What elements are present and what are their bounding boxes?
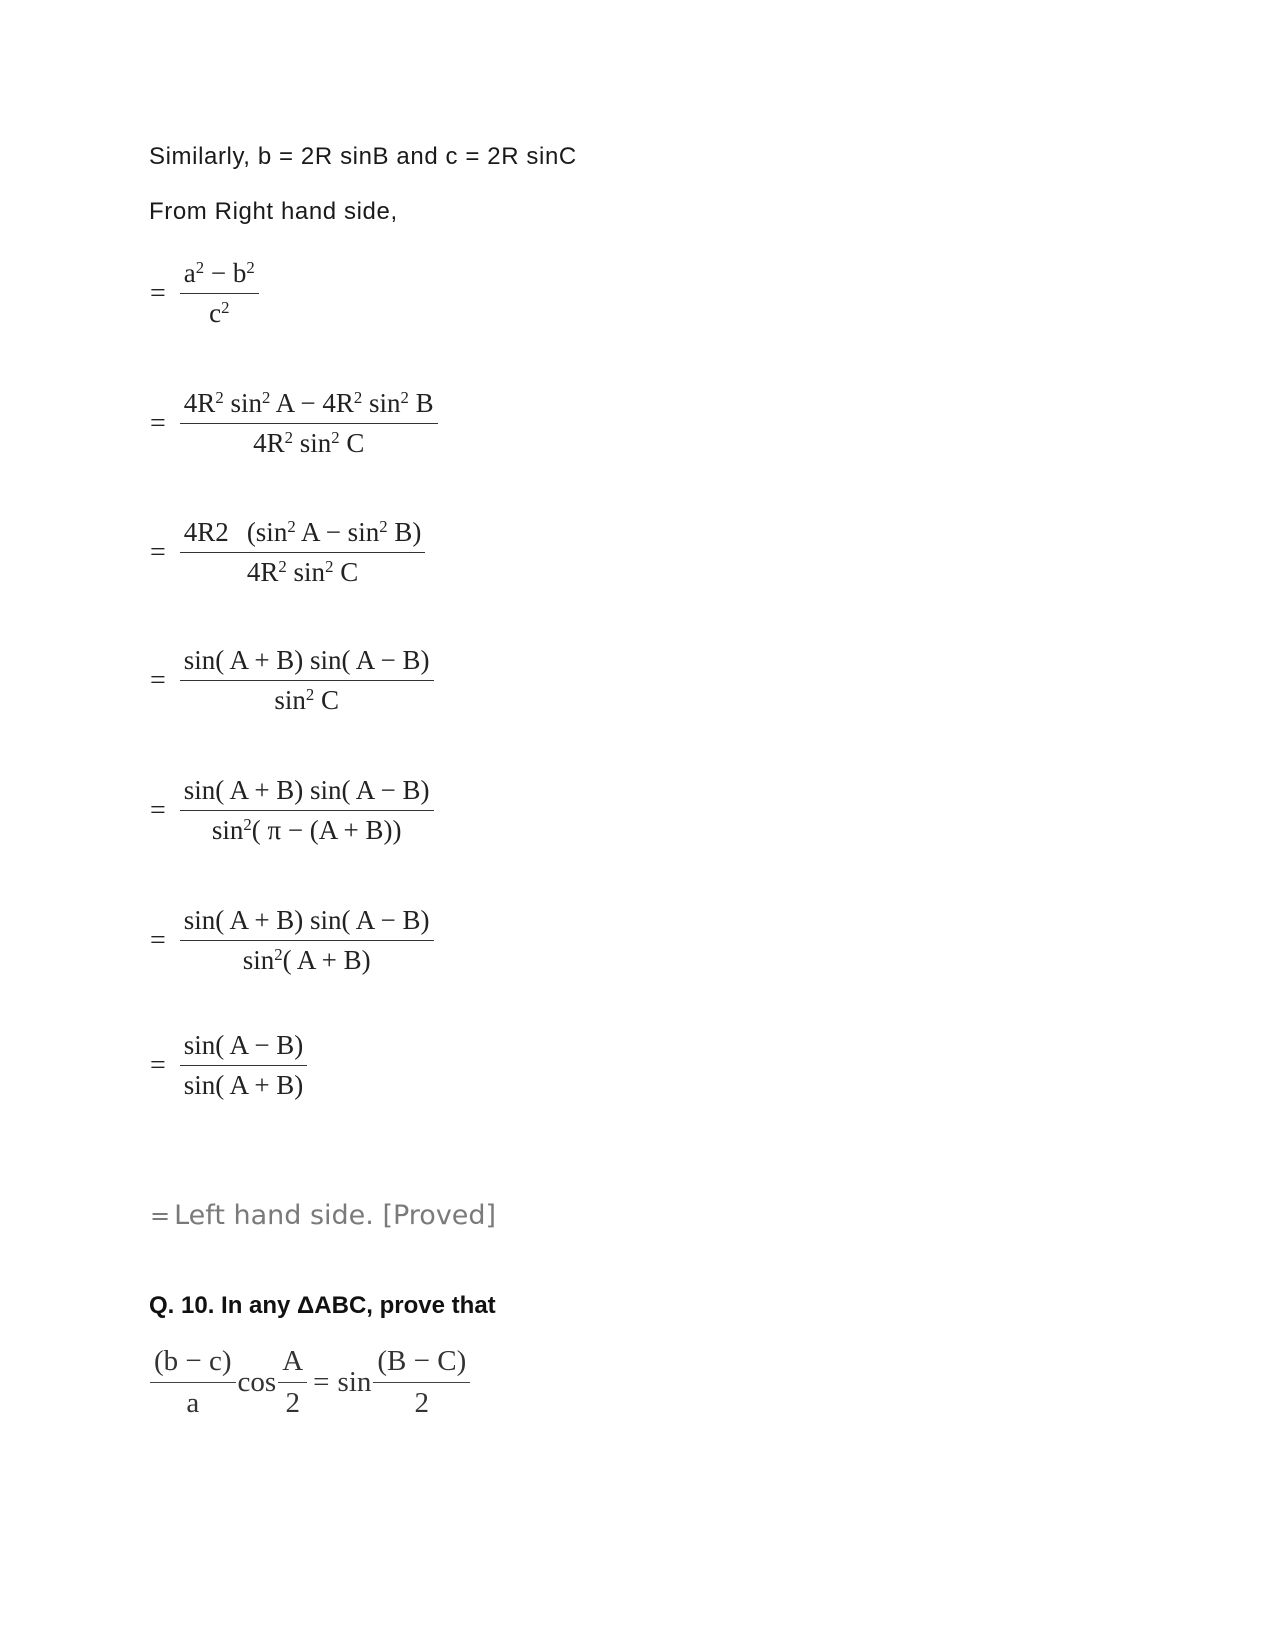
denominator: $\sin^2$( π − (A + B)) bbox=[211, 814, 402, 846]
fraction bbox=[150, 1345, 236, 1421]
denominator: $\sin^2$( A + B) bbox=[242, 944, 371, 976]
numerator: A bbox=[278, 1345, 307, 1383]
equals-sign: = bbox=[150, 536, 166, 568]
question-equation bbox=[150, 1345, 470, 1421]
equals-sign: = bbox=[313, 1366, 330, 1399]
numerator: sin( A + B) sin( A − B) bbox=[180, 905, 434, 941]
fraction bbox=[180, 258, 259, 329]
cos-function: cos bbox=[237, 1366, 277, 1399]
numerator: sin( A + B) sin( A − B) bbox=[180, 775, 434, 811]
denominator: sin( A + B) bbox=[183, 1070, 304, 1101]
numerator: $4R^2$ $\sin^2 A - 4R^2$ $\sin^2 B$ bbox=[180, 388, 438, 424]
fraction bbox=[180, 905, 434, 976]
fraction bbox=[180, 775, 434, 846]
numerator: sin( A + B) sin( A − B) bbox=[180, 645, 434, 681]
equals-sign: = bbox=[150, 664, 166, 696]
equals-sign: = bbox=[150, 794, 166, 826]
step-4-equation bbox=[150, 645, 434, 716]
numerator: (B − C) bbox=[373, 1345, 470, 1383]
intro-line-similarly: Similarly, b = 2R sinB and c = 2R sinC bbox=[149, 143, 577, 170]
numerator: 4R2 ($\sin^2$ $A - \sin^2 B$) bbox=[180, 517, 426, 553]
denominator: 2 bbox=[414, 1387, 430, 1420]
fraction bbox=[180, 1030, 308, 1101]
step-2-equation bbox=[150, 388, 438, 459]
step-5-equation bbox=[150, 775, 434, 846]
step-1-equation bbox=[150, 258, 259, 329]
denominator: 2 bbox=[285, 1387, 300, 1420]
equals-sign: = bbox=[150, 1049, 166, 1081]
denominator: $\sin^2 C$ bbox=[274, 684, 339, 716]
conclusion-text: Left hand side. [Proved] bbox=[174, 1200, 497, 1231]
proof-conclusion bbox=[150, 1200, 496, 1231]
step-7-equation bbox=[150, 1030, 307, 1101]
sin-function: sin bbox=[337, 1366, 372, 1399]
numerator: $a^2 - b^2$ bbox=[180, 258, 259, 294]
fraction bbox=[373, 1345, 470, 1421]
question-heading: Q. 10. In any ΔABC, prove that bbox=[149, 1292, 496, 1319]
equals-sign: = bbox=[150, 924, 166, 956]
denominator: $4R^2$ $\sin^2 C$ bbox=[246, 556, 359, 588]
step-6-equation bbox=[150, 905, 434, 976]
denominator: a bbox=[186, 1387, 200, 1420]
numerator: sin( A − B) bbox=[180, 1030, 308, 1066]
equals-sign: = bbox=[150, 1202, 171, 1230]
numerator: (b − c) bbox=[150, 1345, 236, 1383]
step-3-equation bbox=[150, 517, 425, 588]
intro-line-rhs: From Right hand side, bbox=[149, 198, 398, 225]
denominator: $c^2$ bbox=[209, 297, 230, 329]
fraction bbox=[180, 388, 438, 459]
fraction bbox=[278, 1345, 307, 1421]
fraction bbox=[180, 517, 426, 588]
denominator: $4R^2$ $\sin^2 C$ bbox=[253, 427, 365, 459]
equals-sign: = bbox=[150, 277, 166, 309]
fraction bbox=[180, 645, 434, 716]
equals-sign: = bbox=[150, 407, 166, 439]
